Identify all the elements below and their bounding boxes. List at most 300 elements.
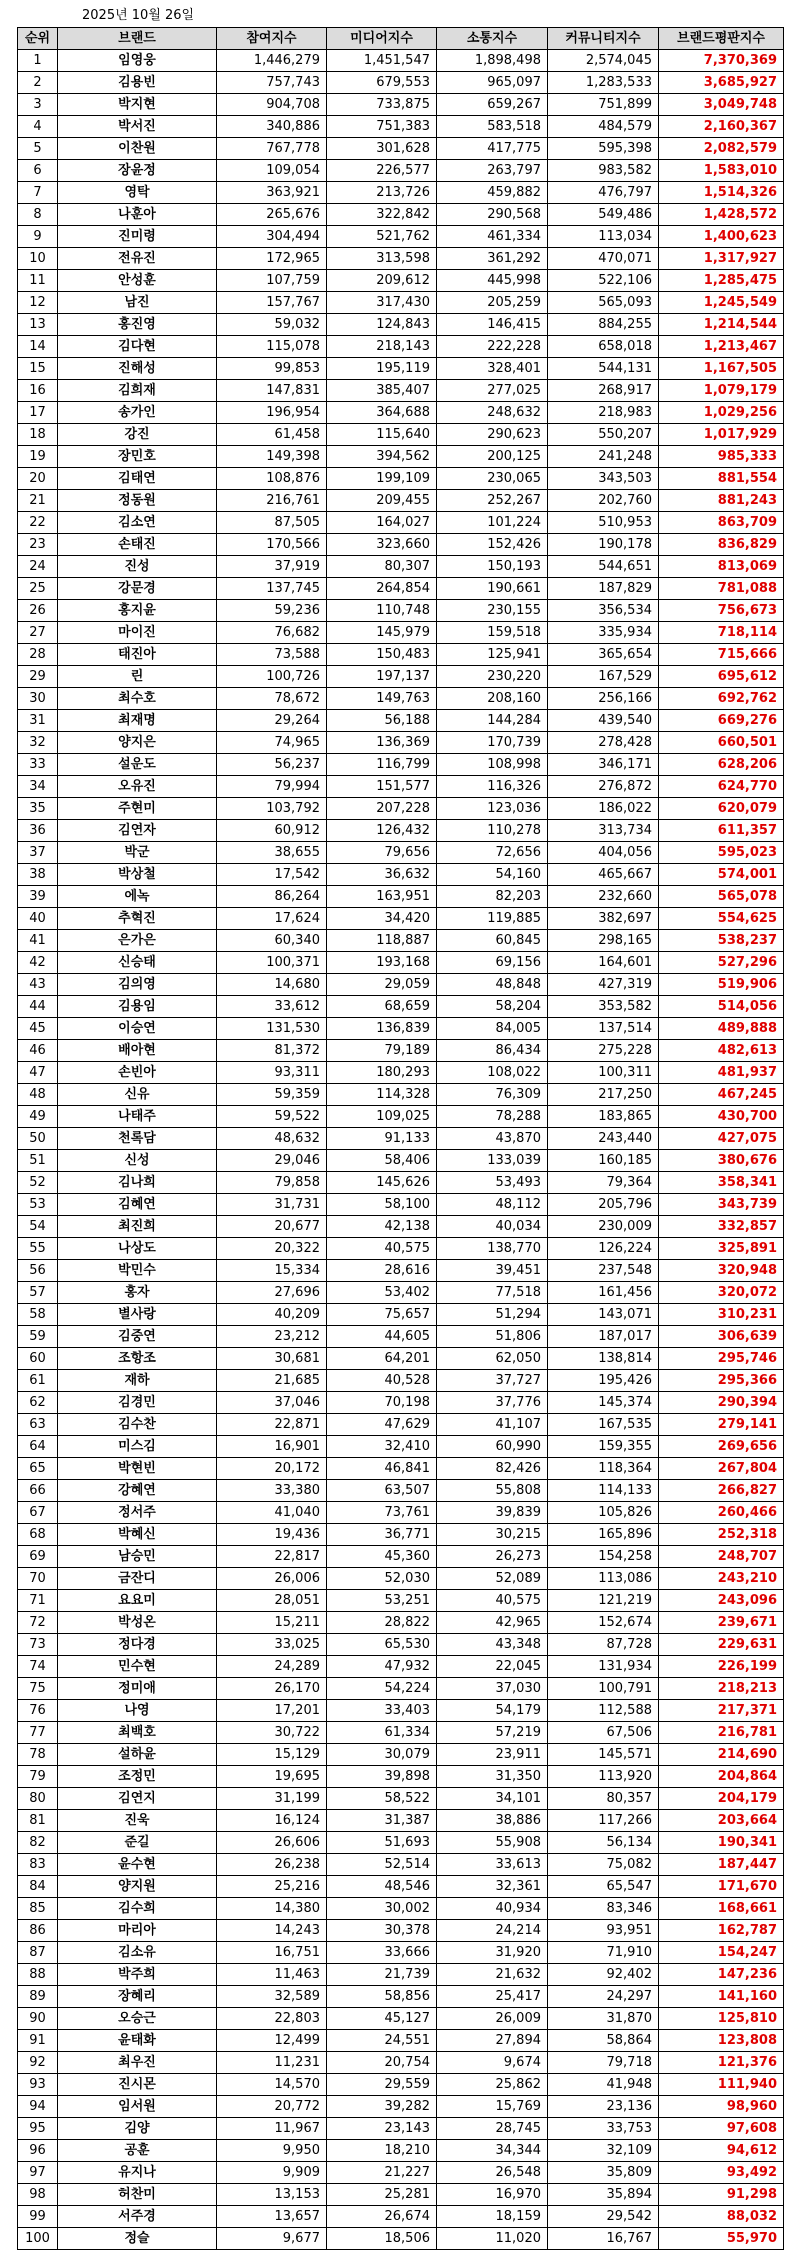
media-index-cell: 63,507 — [327, 1480, 437, 1502]
media-index-cell: 42,138 — [327, 1216, 437, 1238]
brand-reputation-index-cell: 190,341 — [659, 1832, 784, 1854]
participation-index-cell: 137,745 — [217, 578, 327, 600]
community-index-cell: 33,753 — [548, 2118, 659, 2140]
brand-name-cell: 김의영 — [58, 974, 217, 996]
community-index-cell: 100,791 — [548, 1678, 659, 1700]
participation-index-cell: 904,708 — [217, 94, 327, 116]
brand-reputation-index-cell: 3,049,748 — [659, 94, 784, 116]
media-index-cell: 116,799 — [327, 754, 437, 776]
participation-index-cell: 17,201 — [217, 1700, 327, 1722]
table-row — [18, 1590, 784, 1612]
rank-cell: 31 — [18, 710, 58, 732]
participation-index-cell: 9,950 — [217, 2140, 327, 2162]
communication-index-cell: 43,348 — [437, 1634, 548, 1656]
participation-index-cell: 59,236 — [217, 600, 327, 622]
participation-index-cell: 74,965 — [217, 732, 327, 754]
participation-index-cell: 172,965 — [217, 248, 327, 270]
brand-name-cell: 임영웅 — [58, 50, 217, 72]
communication-index-cell: 60,845 — [437, 930, 548, 952]
brand-reputation-index-cell: 514,056 — [659, 996, 784, 1018]
participation-index-cell: 11,463 — [217, 1964, 327, 1986]
table-row — [18, 1260, 784, 1282]
rank-cell: 11 — [18, 270, 58, 292]
community-index-cell: 427,319 — [548, 974, 659, 996]
table-row — [18, 1942, 784, 1964]
rank-cell: 91 — [18, 2030, 58, 2052]
participation-index-cell: 99,853 — [217, 358, 327, 380]
communication-index-cell: 459,882 — [437, 182, 548, 204]
brand-name-cell: 민수현 — [58, 1656, 217, 1678]
table-row — [18, 182, 784, 204]
brand-reputation-index-cell: 320,948 — [659, 1260, 784, 1282]
participation-index-cell: 25,216 — [217, 1876, 327, 1898]
rank-cell: 99 — [18, 2206, 58, 2228]
participation-index-cell: 157,767 — [217, 292, 327, 314]
community-index-cell: 353,582 — [548, 996, 659, 1018]
brand-reputation-index-cell: 985,333 — [659, 446, 784, 468]
brand-name-cell: 박현빈 — [58, 1458, 217, 1480]
community-index-cell: 232,660 — [548, 886, 659, 908]
rank-cell: 32 — [18, 732, 58, 754]
brand-reputation-index-cell: 481,937 — [659, 1062, 784, 1084]
table-row — [18, 1854, 784, 1876]
community-index-cell: 195,426 — [548, 1370, 659, 1392]
communication-index-cell: 37,776 — [437, 1392, 548, 1414]
community-index-cell: 241,248 — [548, 446, 659, 468]
communication-index-cell: 62,050 — [437, 1348, 548, 1370]
participation-index-cell: 60,912 — [217, 820, 327, 842]
communication-index-cell: 43,870 — [437, 1128, 548, 1150]
table-row — [18, 50, 784, 72]
brand-reputation-index-cell: 229,631 — [659, 1634, 784, 1656]
community-index-cell: 983,582 — [548, 160, 659, 182]
communication-index-cell: 205,259 — [437, 292, 548, 314]
brand-name-cell: 준길 — [58, 1832, 217, 1854]
communication-index-cell: 48,848 — [437, 974, 548, 996]
table-row — [18, 160, 784, 182]
table-row — [18, 1546, 784, 1568]
table-row — [18, 512, 784, 534]
table-row — [18, 116, 784, 138]
table-row — [18, 424, 784, 446]
table-header-row — [18, 28, 784, 50]
brand-name-cell: 안성훈 — [58, 270, 217, 292]
participation-index-cell: 79,858 — [217, 1172, 327, 1194]
community-index-cell: 365,654 — [548, 644, 659, 666]
participation-index-cell: 16,751 — [217, 1942, 327, 1964]
communication-index-cell: 40,575 — [437, 1590, 548, 1612]
communication-index-cell: 9,674 — [437, 2052, 548, 2074]
media-index-cell: 53,402 — [327, 1282, 437, 1304]
communication-index-cell: 32,361 — [437, 1876, 548, 1898]
brand-name-cell: 박민수 — [58, 1260, 217, 1282]
media-index-cell: 47,629 — [327, 1414, 437, 1436]
communication-index-cell: 108,998 — [437, 754, 548, 776]
brand-reputation-index-cell: 1,245,549 — [659, 292, 784, 314]
rank-cell: 89 — [18, 1986, 58, 2008]
communication-index-cell: 40,934 — [437, 1898, 548, 1920]
brand-reputation-index-cell: 203,664 — [659, 1810, 784, 1832]
rank-cell: 61 — [18, 1370, 58, 1392]
media-index-cell: 20,754 — [327, 2052, 437, 2074]
communication-index-cell: 263,797 — [437, 160, 548, 182]
participation-index-cell: 767,778 — [217, 138, 327, 160]
brand-name-cell: 김용임 — [58, 996, 217, 1018]
brand-reputation-index-cell: 430,700 — [659, 1106, 784, 1128]
communication-index-cell: 25,862 — [437, 2074, 548, 2096]
participation-index-cell: 81,372 — [217, 1040, 327, 1062]
media-index-cell: 46,841 — [327, 1458, 437, 1480]
community-index-cell: 202,760 — [548, 490, 659, 512]
table-row — [18, 2118, 784, 2140]
brand-reputation-index-cell: 216,781 — [659, 1722, 784, 1744]
media-index-cell: 18,506 — [327, 2228, 437, 2250]
table-row — [18, 710, 784, 732]
table-row — [18, 1766, 784, 1788]
participation-index-cell: 20,772 — [217, 2096, 327, 2118]
brand-reputation-index-cell: 7,370,369 — [659, 50, 784, 72]
table-row — [18, 1304, 784, 1326]
rank-cell: 62 — [18, 1392, 58, 1414]
media-index-cell: 58,522 — [327, 1788, 437, 1810]
media-index-cell: 75,657 — [327, 1304, 437, 1326]
community-index-cell: 187,829 — [548, 578, 659, 600]
participation-index-cell: 27,696 — [217, 1282, 327, 1304]
table-row — [18, 1128, 784, 1150]
community-index-cell: 404,056 — [548, 842, 659, 864]
table-row — [18, 1568, 784, 1590]
table-row — [18, 1810, 784, 1832]
rank-cell: 96 — [18, 2140, 58, 2162]
brand-name-cell: 조항조 — [58, 1348, 217, 1370]
brand-name-cell: 진성 — [58, 556, 217, 578]
brand-name-cell: 송가인 — [58, 402, 217, 424]
table-row — [18, 1612, 784, 1634]
communication-index-cell: 277,025 — [437, 380, 548, 402]
brand-name-cell: 마리아 — [58, 1920, 217, 1942]
brand-name-cell: 김연지 — [58, 1788, 217, 1810]
media-index-cell: 65,530 — [327, 1634, 437, 1656]
brand-reputation-index-cell: 260,466 — [659, 1502, 784, 1524]
communication-index-cell: 15,769 — [437, 2096, 548, 2118]
communication-index-cell: 31,920 — [437, 1942, 548, 1964]
brand-name-cell: 진시몬 — [58, 2074, 217, 2096]
brand-name-cell: 홍진영 — [58, 314, 217, 336]
brand-name-cell: 장윤정 — [58, 160, 217, 182]
media-index-cell: 110,748 — [327, 600, 437, 622]
brand-reputation-index-cell: 781,088 — [659, 578, 784, 600]
brand-reputation-index-cell: 718,114 — [659, 622, 784, 644]
participation-index-cell: 78,672 — [217, 688, 327, 710]
table-row — [18, 402, 784, 424]
table-row — [18, 2228, 784, 2250]
communication-index-cell: 101,224 — [437, 512, 548, 534]
media-index-cell: 36,771 — [327, 1524, 437, 1546]
community-index-cell: 183,865 — [548, 1106, 659, 1128]
table-row — [18, 820, 784, 842]
rank-cell: 60 — [18, 1348, 58, 1370]
participation-index-cell: 48,632 — [217, 1128, 327, 1150]
brand-reputation-index-cell: 147,236 — [659, 1964, 784, 1986]
brand-name-cell: 정다경 — [58, 1634, 217, 1656]
rank-cell: 57 — [18, 1282, 58, 1304]
media-index-cell: 30,002 — [327, 1898, 437, 1920]
participation-index-cell: 12,499 — [217, 2030, 327, 2052]
media-index-cell: 733,875 — [327, 94, 437, 116]
brand-reputation-index-cell: 168,661 — [659, 1898, 784, 1920]
participation-index-cell: 11,231 — [217, 2052, 327, 2074]
participation-index-cell: 108,876 — [217, 468, 327, 490]
communication-index-cell: 54,179 — [437, 1700, 548, 1722]
table-row — [18, 886, 784, 908]
communication-index-cell: 76,309 — [437, 1084, 548, 1106]
brand-name-cell: 김양 — [58, 2118, 217, 2140]
community-index-cell: 67,506 — [548, 1722, 659, 1744]
brand-reputation-index-cell: 325,891 — [659, 1238, 784, 1260]
table-row — [18, 600, 784, 622]
communication-index-cell: 290,623 — [437, 424, 548, 446]
participation-index-cell: 14,243 — [217, 1920, 327, 1942]
community-index-cell: 112,588 — [548, 1700, 659, 1722]
participation-index-cell: 22,803 — [217, 2008, 327, 2030]
brand-reputation-index-cell: 141,160 — [659, 1986, 784, 2008]
media-index-cell: 226,577 — [327, 160, 437, 182]
brand-name-cell: 박혜신 — [58, 1524, 217, 1546]
communication-index-cell: 361,292 — [437, 248, 548, 270]
brand-reputation-index-cell: 204,179 — [659, 1788, 784, 1810]
community-index-cell: 35,809 — [548, 2162, 659, 2184]
rank-cell: 81 — [18, 1810, 58, 1832]
community-index-cell: 161,456 — [548, 1282, 659, 1304]
communication-index-cell: 26,009 — [437, 2008, 548, 2030]
table-row — [18, 1964, 784, 1986]
brand-reputation-index-cell: 226,199 — [659, 1656, 784, 1678]
communication-index-cell: 16,970 — [437, 2184, 548, 2206]
brand-reputation-index-cell: 1,428,572 — [659, 204, 784, 226]
brand-name-cell: 별사랑 — [58, 1304, 217, 1326]
participation-index-cell: 31,199 — [217, 1788, 327, 1810]
rank-cell: 10 — [18, 248, 58, 270]
community-index-cell: 382,697 — [548, 908, 659, 930]
communication-index-cell: 48,112 — [437, 1194, 548, 1216]
table-row — [18, 2052, 784, 2074]
table-row — [18, 2184, 784, 2206]
table-row — [18, 1656, 784, 1678]
participation-index-cell: 59,032 — [217, 314, 327, 336]
media-index-cell: 44,605 — [327, 1326, 437, 1348]
table-row — [18, 226, 784, 248]
brand-reputation-index-cell: 94,612 — [659, 2140, 784, 2162]
brand-name-cell: 마이진 — [58, 622, 217, 644]
rank-cell: 66 — [18, 1480, 58, 1502]
participation-index-cell: 340,886 — [217, 116, 327, 138]
participation-index-cell: 15,211 — [217, 1612, 327, 1634]
rank-cell: 100 — [18, 2228, 58, 2250]
participation-index-cell: 216,761 — [217, 490, 327, 512]
brand-name-cell: 김경민 — [58, 1392, 217, 1414]
communication-index-cell: 26,273 — [437, 1546, 548, 1568]
brand-reputation-index-cell: 427,075 — [659, 1128, 784, 1150]
brand-reputation-index-cell: 252,318 — [659, 1524, 784, 1546]
media-index-cell: 33,666 — [327, 1942, 437, 1964]
rank-cell: 37 — [18, 842, 58, 864]
table-row — [18, 1722, 784, 1744]
media-index-cell: 193,168 — [327, 952, 437, 974]
communication-index-cell: 55,808 — [437, 1480, 548, 1502]
communication-index-cell: 77,518 — [437, 1282, 548, 1304]
brand-reputation-index-cell: 1,029,256 — [659, 402, 784, 424]
participation-index-cell: 26,170 — [217, 1678, 327, 1700]
table-row — [18, 1282, 784, 1304]
rank-cell: 35 — [18, 798, 58, 820]
rank-cell: 17 — [18, 402, 58, 424]
participation-index-cell: 107,759 — [217, 270, 327, 292]
rank-cell: 19 — [18, 446, 58, 468]
brand-reputation-index-cell: 1,017,929 — [659, 424, 784, 446]
rank-cell: 82 — [18, 1832, 58, 1854]
communication-index-cell: 53,493 — [437, 1172, 548, 1194]
brand-name-cell: 정동원 — [58, 490, 217, 512]
brand-name-cell: 나태주 — [58, 1106, 217, 1128]
brand-name-cell: 김나희 — [58, 1172, 217, 1194]
brand-name-cell: 윤수현 — [58, 1854, 217, 1876]
table-row — [18, 1788, 784, 1810]
table-row — [18, 1370, 784, 1392]
rank-cell: 73 — [18, 1634, 58, 1656]
brand-name-cell: 장민호 — [58, 446, 217, 468]
communication-index-cell: 28,745 — [437, 2118, 548, 2140]
brand-name-cell: 은가은 — [58, 930, 217, 952]
participation-index-cell: 170,566 — [217, 534, 327, 556]
participation-index-cell: 56,237 — [217, 754, 327, 776]
brand-reputation-index-cell: 574,001 — [659, 864, 784, 886]
rank-cell: 29 — [18, 666, 58, 688]
brand-reputation-index-cell: 279,141 — [659, 1414, 784, 1436]
rank-cell: 76 — [18, 1700, 58, 1722]
brand-name-cell: 김다현 — [58, 336, 217, 358]
media-index-cell: 145,979 — [327, 622, 437, 644]
table-row — [18, 1238, 784, 1260]
media-index-cell: 79,189 — [327, 1040, 437, 1062]
brand-name-cell: 정슬 — [58, 2228, 217, 2250]
brand-reputation-index-cell: 1,285,475 — [659, 270, 784, 292]
header-participation-index: 참여지수 — [217, 28, 327, 50]
media-index-cell: 1,451,547 — [327, 50, 437, 72]
media-index-cell: 24,551 — [327, 2030, 437, 2052]
communication-index-cell: 222,228 — [437, 336, 548, 358]
brand-reputation-table — [17, 27, 784, 2250]
media-index-cell: 149,763 — [327, 688, 437, 710]
brand-name-cell: 서주경 — [58, 2206, 217, 2228]
participation-index-cell: 20,172 — [217, 1458, 327, 1480]
brand-reputation-index-cell: 91,298 — [659, 2184, 784, 2206]
communication-index-cell: 417,775 — [437, 138, 548, 160]
brand-name-cell: 김수찬 — [58, 1414, 217, 1436]
community-index-cell: 186,022 — [548, 798, 659, 820]
media-index-cell: 58,100 — [327, 1194, 437, 1216]
brand-name-cell: 신성 — [58, 1150, 217, 1172]
brand-reputation-index-cell: 248,707 — [659, 1546, 784, 1568]
participation-index-cell: 37,919 — [217, 556, 327, 578]
communication-index-cell: 445,998 — [437, 270, 548, 292]
media-index-cell: 151,577 — [327, 776, 437, 798]
table-row — [18, 1700, 784, 1722]
community-index-cell: 105,826 — [548, 1502, 659, 1524]
participation-index-cell: 61,458 — [217, 424, 327, 446]
table-row — [18, 138, 784, 160]
table-row — [18, 1678, 784, 1700]
brand-reputation-index-cell: 595,023 — [659, 842, 784, 864]
rank-cell: 45 — [18, 1018, 58, 1040]
brand-name-cell: 나영 — [58, 1700, 217, 1722]
rank-cell: 50 — [18, 1128, 58, 1150]
media-index-cell: 385,407 — [327, 380, 437, 402]
brand-reputation-index-cell: 1,583,010 — [659, 160, 784, 182]
table-row — [18, 688, 784, 710]
brand-reputation-index-cell: 1,167,505 — [659, 358, 784, 380]
brand-name-cell: 배아현 — [58, 1040, 217, 1062]
community-index-cell: 114,133 — [548, 1480, 659, 1502]
table-row — [18, 2074, 784, 2096]
community-index-cell: 79,364 — [548, 1172, 659, 1194]
community-index-cell: 439,540 — [548, 710, 659, 732]
rank-cell: 71 — [18, 1590, 58, 1612]
communication-index-cell: 144,284 — [437, 710, 548, 732]
table-row — [18, 908, 784, 930]
participation-index-cell: 30,722 — [217, 1722, 327, 1744]
table-row — [18, 1194, 784, 1216]
participation-index-cell: 60,340 — [217, 930, 327, 952]
community-index-cell: 138,814 — [548, 1348, 659, 1370]
community-index-cell: 256,166 — [548, 688, 659, 710]
community-index-cell: 83,346 — [548, 1898, 659, 1920]
brand-reputation-index-cell: 628,206 — [659, 754, 784, 776]
community-index-cell: 121,219 — [548, 1590, 659, 1612]
community-index-cell: 145,374 — [548, 1392, 659, 1414]
communication-index-cell: 42,965 — [437, 1612, 548, 1634]
communication-index-cell: 55,908 — [437, 1832, 548, 1854]
brand-name-cell: 박상철 — [58, 864, 217, 886]
brand-reputation-index-cell: 813,069 — [659, 556, 784, 578]
brand-name-cell: 영탁 — [58, 182, 217, 204]
communication-index-cell: 230,155 — [437, 600, 548, 622]
brand-reputation-index-cell: 214,690 — [659, 1744, 784, 1766]
communication-index-cell: 30,215 — [437, 1524, 548, 1546]
table-row — [18, 1920, 784, 1942]
brand-name-cell: 나상도 — [58, 1238, 217, 1260]
table-row — [18, 314, 784, 336]
media-index-cell: 136,369 — [327, 732, 437, 754]
table-row — [18, 1326, 784, 1348]
rank-cell: 54 — [18, 1216, 58, 1238]
rank-cell: 90 — [18, 2008, 58, 2030]
communication-index-cell: 170,739 — [437, 732, 548, 754]
communication-index-cell: 52,089 — [437, 1568, 548, 1590]
community-index-cell: 1,283,533 — [548, 72, 659, 94]
rank-cell: 20 — [18, 468, 58, 490]
participation-index-cell: 26,238 — [217, 1854, 327, 1876]
brand-name-cell: 최우진 — [58, 2052, 217, 2074]
brand-reputation-index-cell: 187,447 — [659, 1854, 784, 1876]
rank-cell: 9 — [18, 226, 58, 248]
participation-index-cell: 757,743 — [217, 72, 327, 94]
media-index-cell: 32,410 — [327, 1436, 437, 1458]
rank-cell: 38 — [18, 864, 58, 886]
brand-reputation-index-cell: 519,906 — [659, 974, 784, 996]
rank-cell: 88 — [18, 1964, 58, 1986]
rank-cell: 24 — [18, 556, 58, 578]
community-index-cell: 356,534 — [548, 600, 659, 622]
